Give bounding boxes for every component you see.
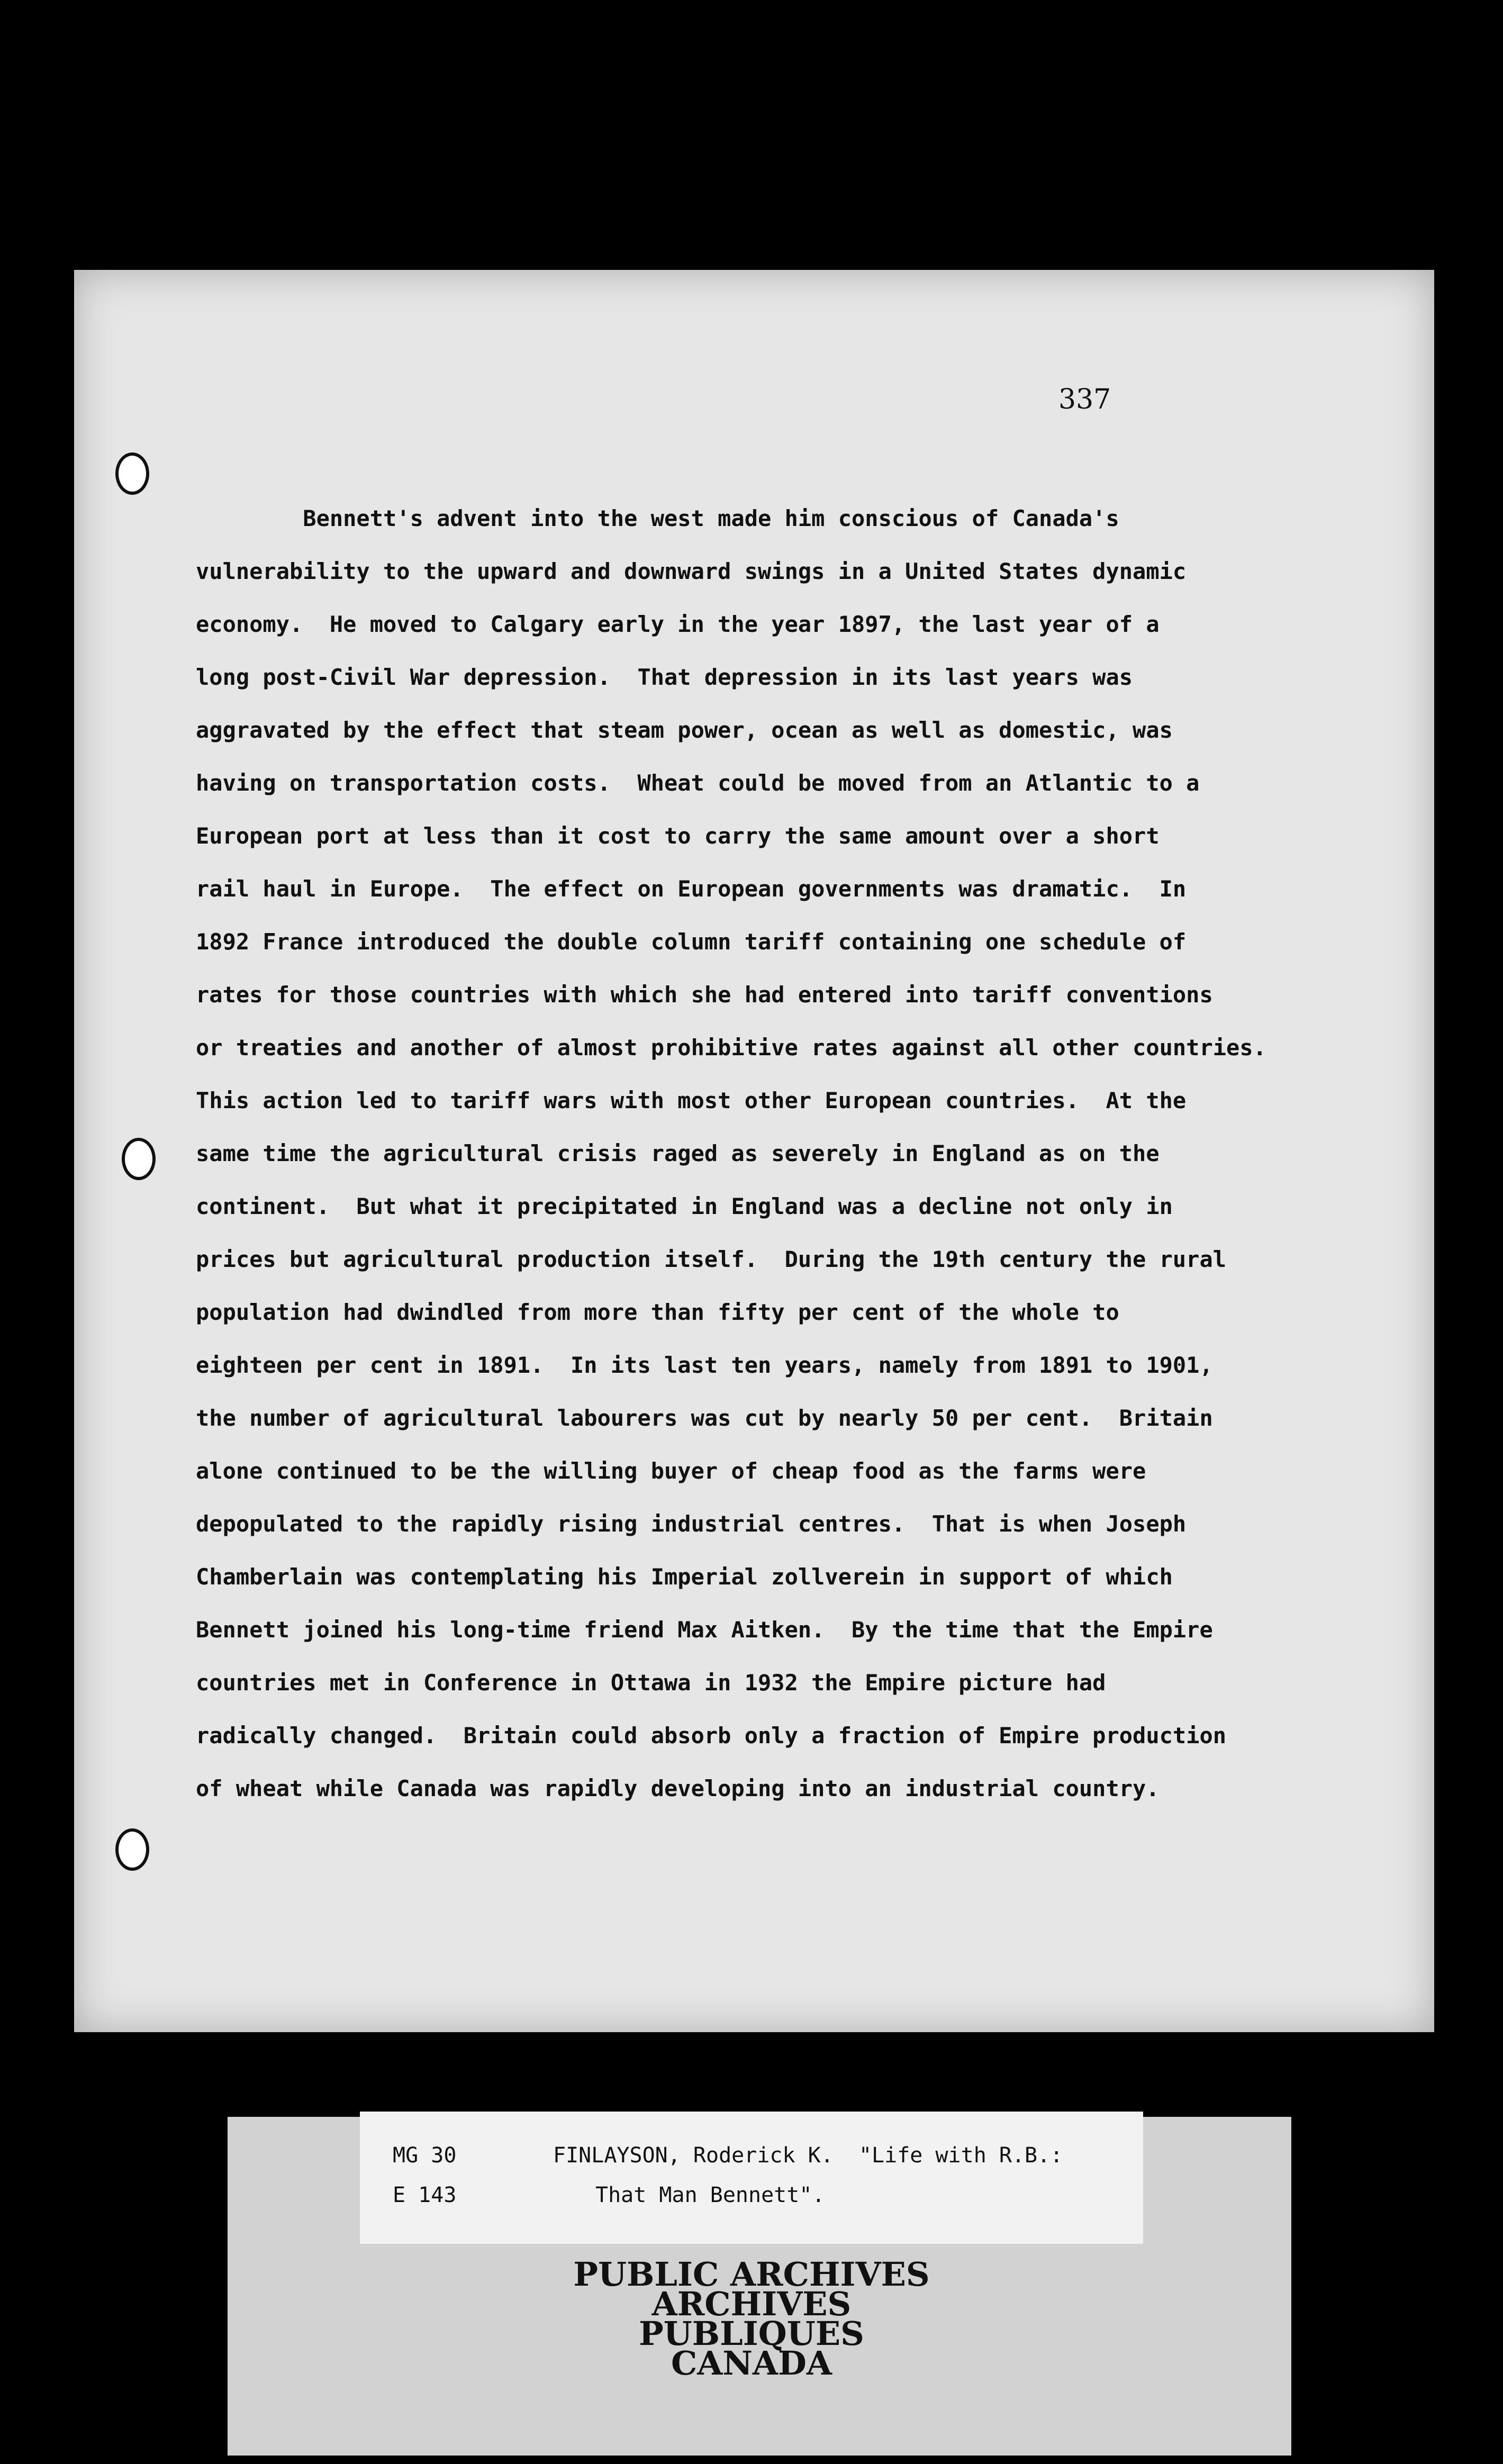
page-number: 337 (1058, 384, 1111, 415)
text-line: radically changed. Britain could absorb only a fraction of Empire production (196, 1723, 1227, 1749)
archive-label-card (360, 2112, 1143, 2244)
text-line: of wheat while Canada was rapidly developing into an industrial country. (196, 1775, 1160, 1801)
punch-hole-icon (122, 1138, 156, 1180)
archive-citation-line2: That Man Bennett". (595, 2183, 825, 2207)
text-line: same time the agricultural crisis raged as severely in England as on the (196, 1140, 1160, 1166)
text-line: European port at less than it cost to carry the same amount over a short (196, 823, 1160, 849)
punch-hole-icon (115, 1828, 149, 1871)
typed-page (74, 270, 1434, 2032)
punch-hole-icon (115, 452, 149, 495)
text-line: depopulated to the rapidly rising industrial centres. That is when Joseph (196, 1511, 1187, 1537)
text-line: Chamberlain was contemplating his Imperial zollverein in support of which (196, 1564, 1173, 1590)
archive-citation-line1: FINLAYSON, Roderick K. "Life with R.B.: (553, 2143, 1063, 2168)
text-line: This action led to tariff wars with most other European countries. At the (196, 1088, 1187, 1113)
archive-mg: MG 30 (393, 2143, 457, 2168)
text-line: population had dwindled from more than fifty per cent of the whole to (196, 1299, 1119, 1325)
body-text (196, 492, 1413, 1815)
text-line: rates for those countries with which she had entered into tariff conventions (196, 982, 1213, 1008)
text-line: Bennett joined his long-time friend Max Aitken. By the time that the Empire (196, 1617, 1213, 1643)
text-line: economy. He moved to Calgary early in the year 1897, the last year of a (196, 611, 1160, 637)
text-line: aggravated by the effect that steam power, ocean as well as domestic, was (196, 717, 1173, 743)
text-line: prices but agricultural production itself. During the 19th century the rural (196, 1246, 1227, 1272)
text-line: the number of agricultural labourers was cut by nearly 50 per cent. Britain (196, 1405, 1213, 1431)
text-line: continent. But what it precipitated in England was a decline not only in (196, 1193, 1173, 1219)
stamp-line: PUBLIC ARCHIVES (573, 2255, 930, 2294)
text-line: long post-Civil War depression. That depression in its last years was (196, 664, 1133, 690)
text-line: eighteen per cent in 1891. In its last ten years, namely from 1891 to 1901, (196, 1352, 1213, 1378)
stamp-line: CANADA (671, 2344, 832, 2383)
text-line: or treaties and another of almost prohibitive rates against all other countries. (196, 1035, 1266, 1061)
text-line: having on transportation costs. Wheat could be moved from an Atlantic to a (196, 770, 1200, 796)
text-line: 1892 France introduced the double column tariff containing one schedule of (196, 929, 1187, 955)
text-line: alone continued to be the willing buyer of cheap food as the farms were (196, 1458, 1146, 1484)
archives-stamp (556, 2255, 947, 2383)
archive-e: E 143 (393, 2183, 457, 2207)
text-line: Bennett's advent into the west made him conscious of Canada's (196, 505, 1119, 531)
text-line: vulnerability to the upward and downward swings in a United States dynamic (196, 558, 1187, 584)
text-line: rail haul in Europe. The effect on European governments was dramatic. In (196, 876, 1187, 902)
text-line: countries met in Conference in Ottawa in 1932 the Empire picture had (196, 1670, 1106, 1696)
stamp-line: ARCHIVES PUBLIQUES (639, 2285, 864, 2353)
